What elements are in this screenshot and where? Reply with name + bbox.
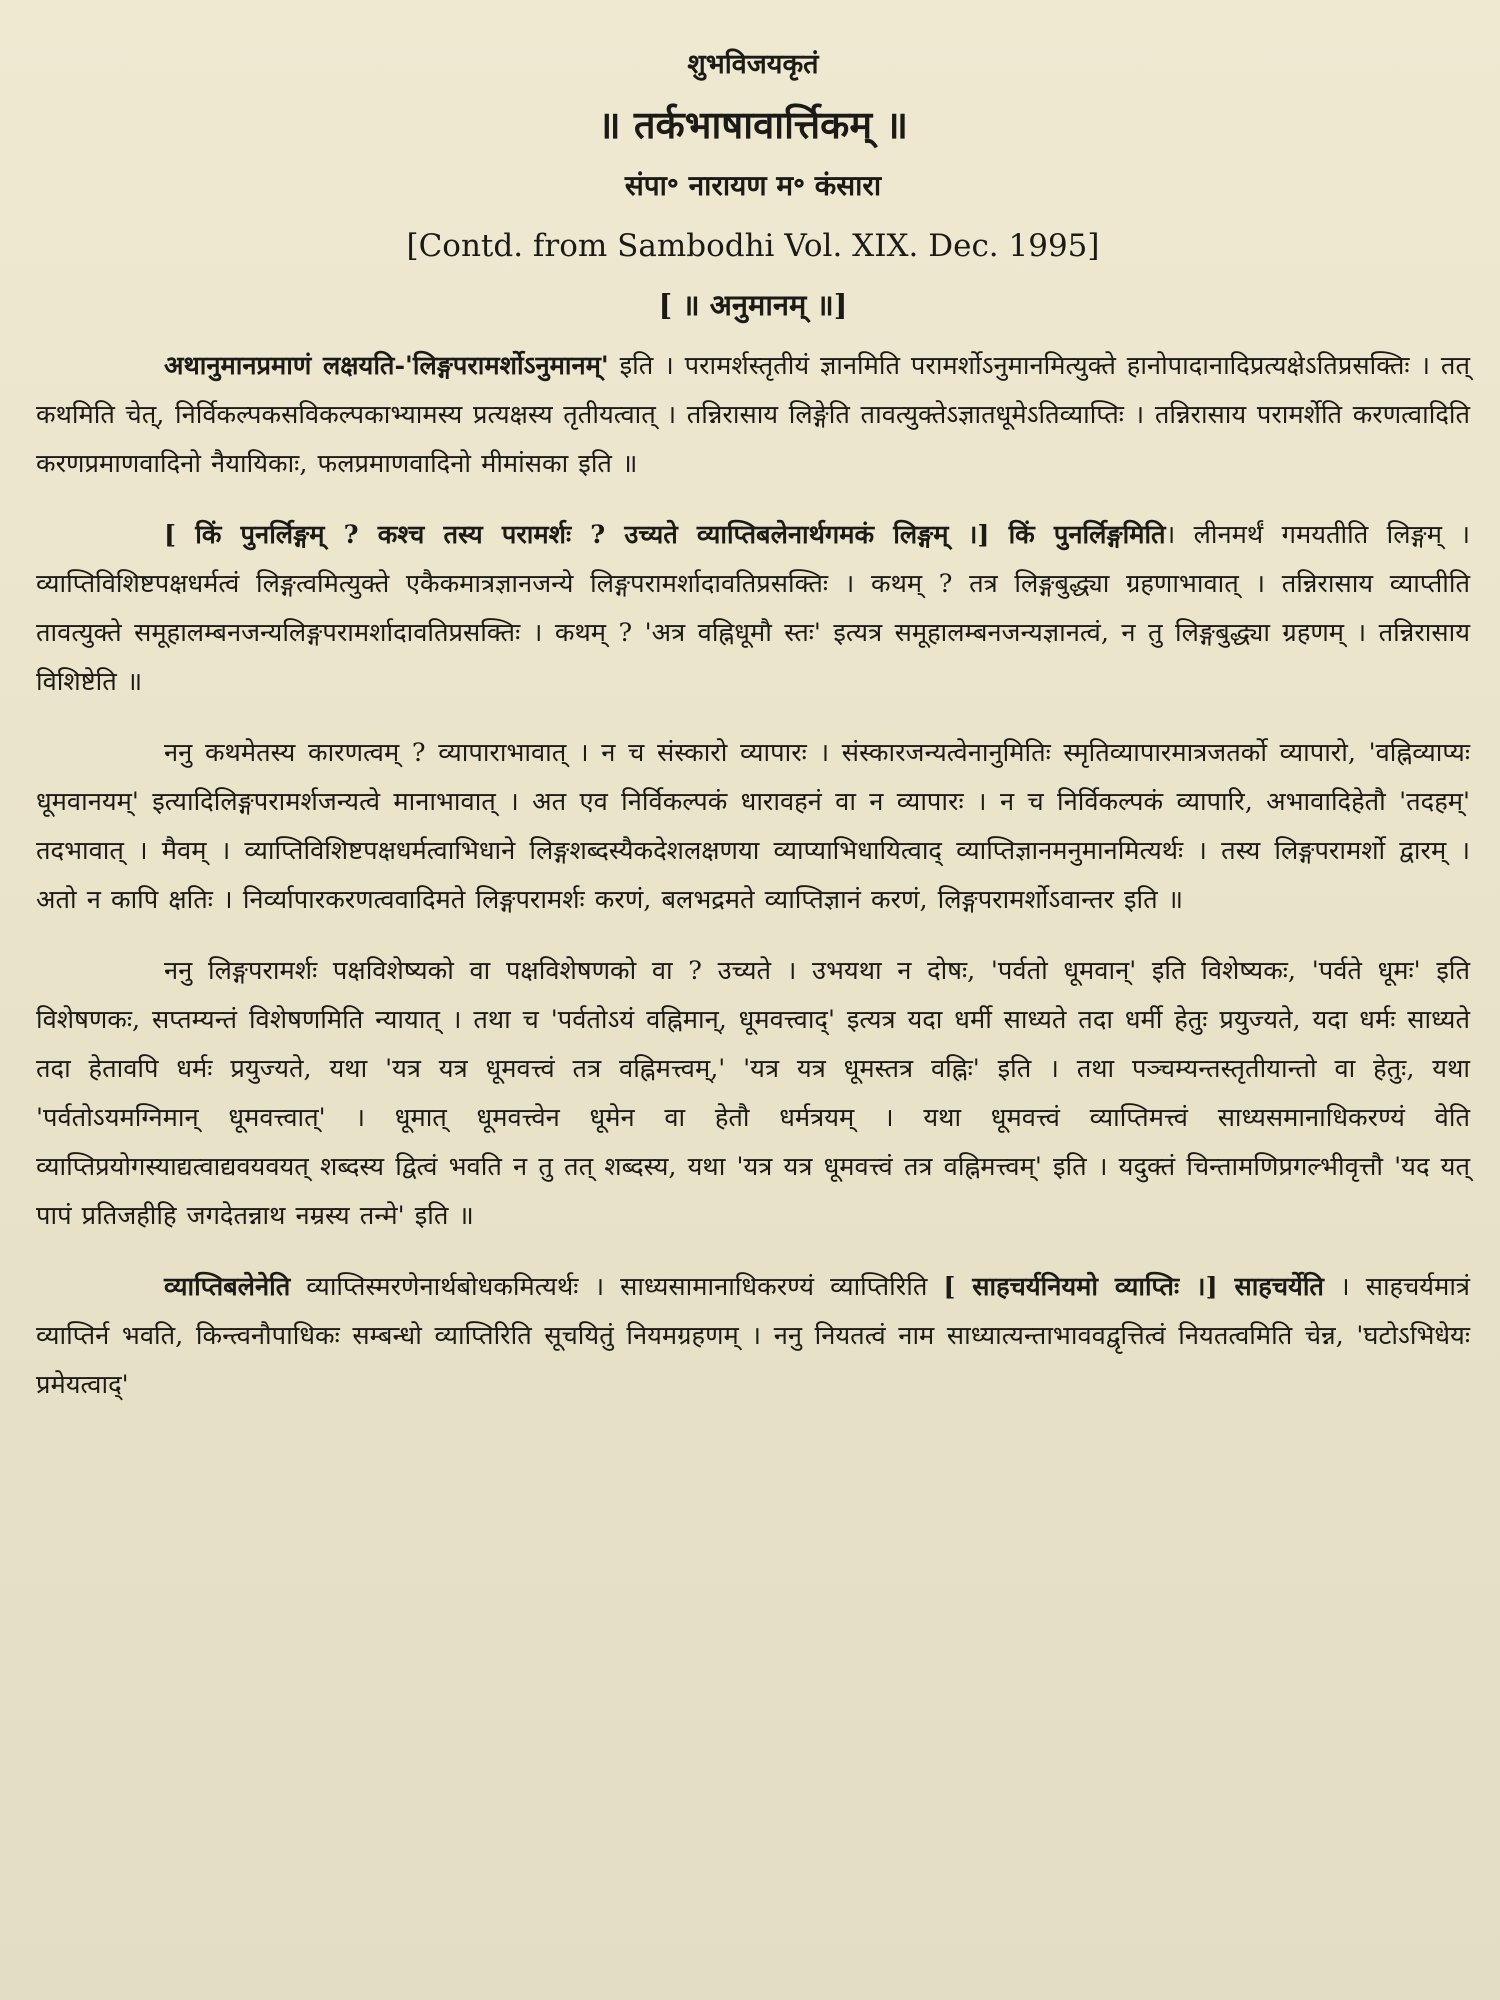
- paragraph-5: [36, 1263, 1470, 1410]
- bold-phrase: [ साहचर्यनियमो व्याप्तिः ।] साहचर्येति: [943, 1272, 1324, 1302]
- body-text: व्याप्तिस्मरणेनार्थबोधकमित्यर्थः । साध्यसामानाधिकरण्यं व्याप्तिरिति: [290, 1272, 944, 1302]
- paragraph-4: [36, 947, 1470, 1241]
- section-heading: [ ॥ अनुमानम् ॥]: [658, 288, 848, 322]
- body-text: । लीनमर्थं गमयतीति लिङ्गम् । व्याप्तिविशिष्टपक्षधर्मत्वं लिङ्गत्वमित्युक्ते एकैकमात्रज्ञानजन्ये लिङ्गपरामर्शादावतिप्रसक्तिः । कथम् ? तत्र लिङ्गबुद्ध्या ग्रहणाभावात् । तन्निरासाय व्याप्तीति तावत्युक्ते समूहालम्बनजन्यलिङ्गपरामर्शादावतिप्रसक्तिः । कथम् ? 'अत्र वह्निधूमौ स्तः' इत्यत्र समूहालम्बनजन्यज्ञानत्वं, न तु लिङ्गबुद्ध्या ग्रहणम् । तन्निरासाय विशिष्टेति ॥: [36, 520, 1470, 697]
- document-title: ॥ तर्कभाषावार्त्तिकम् ॥: [597, 102, 909, 147]
- paragraph-1: [36, 342, 1470, 489]
- author-line: शुभविजयकृतं: [687, 49, 819, 80]
- body-text: । साहचर्यमात्रं व्याप्तिर्न भवति, किन्त्वनौपाधिकः सम्बन्धो व्याप्तिरिति सूचयितुं नियमग्रहणम् । ननु नियतत्वं नाम साध्यात्यन्ताभाववद्वृत्तित्वं नियतत्वमिति चेन्न, 'घटोऽभिधेयः प्रमेयत्वाद्': [36, 1272, 1471, 1400]
- bold-phrase: अथानुमानप्रमाणं लक्षयति-'लिङ्गपरामर्शोऽनुमानम्': [164, 351, 609, 381]
- body-text: ननु लिङ्गपरामर्शः पक्षविशेष्यको वा पक्षविशेषणको वा ? उच्यते । उभयथा न दोषः, 'पर्वतो धूमवान्' इति विशेष्यकः, 'पर्वते धूमः' इति विशेषणकः, सप्तम्यन्तं विशेषणमिति न्यायात् । तथा च 'पर्वतोऽयं वह्निमान्, धूमवत्त्वाद्' इत्यत्र यदा धर्मी साध्यते तदा धर्मी हेतुः प्रयुज्यते, यदा धर्मः साध्यते तदा हेतावपि धर्मः प्रयुज्यते, यथा 'यत्र यत्र धूमवत्त्वं तत्र वह्निमत्त्वम्,' 'यत्र यत्र धूमस्तत्र वह्निः' इति । तथा पञ्चम्यन्तस्तृतीयान्तो वा हेतुः, यथा 'पर्वतोऽयमग्निमान् धूमवत्त्वात्' । धूमात् धूमवत्त्वेन धूमेन वा हेतौ धर्मत्रयम् । यथा धूमवत्त्वं व्याप्तिमत्त्वं साध्यसमानाधिकरण्यं वेति व्याप्तिप्रयोगस्याद्यत्वाद्यवयवयत् शब्दस्य द्वित्वं भवति न तु तत् शब्दस्य, यथा 'यत्र यत्र धूमवत्त्वं तत्र वह्निमत्त्वम्' इति । यदुक्तं चिन्तामणिप्रगल्भीवृत्तौ 'यद यत् पापं प्रतिजहीहि जगदेतन्नाथ नम्रस्य तन्मे' इति ॥: [36, 956, 1470, 1231]
- bold-phrase: [ किं पुनर्लिङ्गम् ? कश्च तस्य परामर्शः ? उच्यते व्याप्तिबलेनार्थगमकं लिङ्गम् ।] किं पुनर्लिङ्गमिति: [164, 520, 1166, 550]
- editor-line: संपा॰ नारायण म॰ कंसारा: [624, 169, 882, 202]
- bold-phrase: व्याप्तिबलेनेति: [164, 1272, 291, 1302]
- continuation-note: [Contd. from Sambodhi Vol. XIX. Dec. 1995]: [406, 228, 1100, 264]
- body-text: ननु कथमेतस्य कारणत्वम् ? व्यापाराभावात् । न च संस्कारो व्यापारः । संस्कारजन्यत्वेनानुमितिः स्मृतिव्यापारमात्रजतर्को व्यापारो, 'वह्निव्याप्यः धूमवानयम्' इत्यादिलिङ्गपरामर्शजन्यत्वे मानाभावात् । अत एव निर्विकल्पकं धारावहनं वा न व्यापारः । न च निर्विकल्पकं व्यापारि, अभावादिहेतौ 'तदहम्' तदभावात् । मैवम् । व्याप्तिविशिष्टपक्षधर्मत्वाभिधाने लिङ्गशब्दस्यैकदेशलक्षणया व्याप्याभिधायित्वाद् व्याप्तिज्ञानमनुमानमित्यर्थः । तस्य लिङ्गपरामर्शो द्वारम् । अतो न कापि क्षतिः । निर्व्यापारकरणत्ववादिमते लिङ्गपरामर्शः करणं, बलभद्रमते व्याप्तिज्ञानं करणं, लिङ्गपरामर्शोऽवान्तर इति ॥: [36, 738, 1470, 915]
- body-text: इति । परामर्शस्तृतीयं ज्ञानमिति परामर्शोऽनुमानमित्युक्ते हानोपादानादिप्रत्यक्षेऽतिप्रसक्तिः । तत् कथमिति चेत्, निर्विकल्पकसविकल्पकाभ्यामस्य प्रत्यक्षस्य तृतीयत्वात् । तन्निरासाय लिङ्गेति तावत्युक्तेऽज्ञातधूमेऽतिव्याप्तिः । तन्निरासाय परामर्शेति करणत्वादिति करणप्रमाणवादिनो नैयायिकाः, फलप्रमाणवादिनो मीमांसका इति ॥: [36, 351, 1470, 479]
- paragraph-3: [36, 729, 1470, 925]
- paragraph-2: [36, 511, 1470, 707]
